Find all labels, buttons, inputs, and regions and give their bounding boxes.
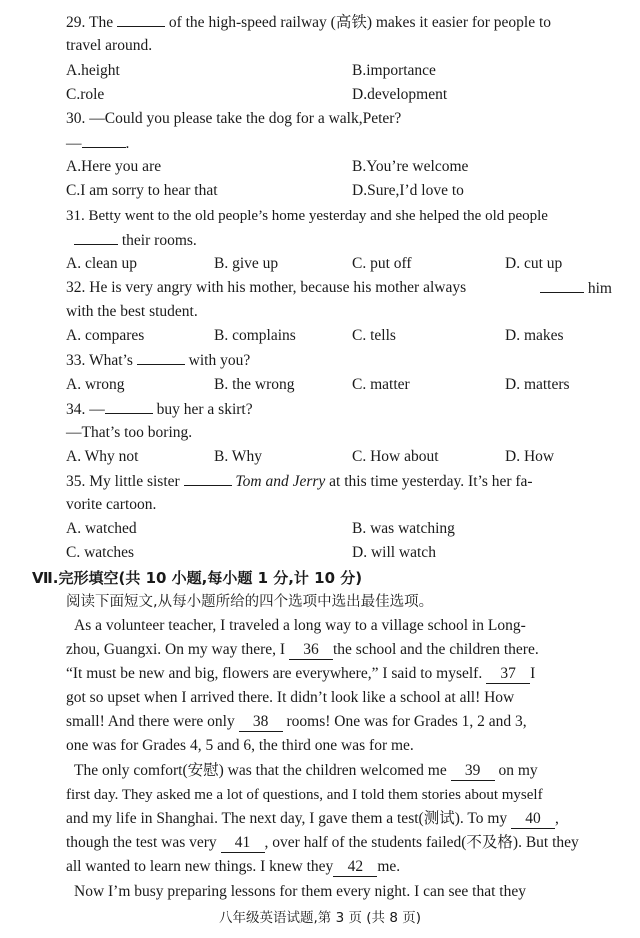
- passage-line: first day. They asked me a lot of questions, and I told them stories about myself: [66, 787, 543, 803]
- section-heading: Ⅶ.完形填空(共 10 小题,每小题 1 分,计 10 分): [32, 569, 363, 587]
- question-stem: buy her a skirt?: [156, 401, 253, 418]
- option-a: A. Why not: [66, 448, 139, 465]
- passage-paragraph-2: [0, 759, 640, 783]
- cloze-blank-41: 41: [221, 834, 265, 853]
- option-c: C.role: [66, 86, 105, 103]
- option-d: D.Sure,I’d love to: [352, 182, 464, 199]
- passage-line: ,: [555, 810, 559, 827]
- option-d: D. How: [505, 448, 555, 465]
- option-d: D. cut up: [505, 255, 563, 272]
- cloze-blank-36: 36: [289, 641, 333, 660]
- question-35: [0, 469, 640, 493]
- passage-line: and my life in Shanghai. The next day, I gave them a test(测试). To my: [66, 810, 508, 827]
- passage-line: small! And there were only: [66, 713, 235, 730]
- question-number: 35.: [66, 473, 86, 490]
- answer-blank: [137, 348, 185, 365]
- question-stem: —: [66, 135, 82, 152]
- option-a: A. wrong: [66, 376, 125, 393]
- question-stem: him: [587, 280, 612, 297]
- passage-line: one was for Grades 4, 5 and 6, the third one was for me.: [66, 737, 414, 754]
- option-c: C. tells: [352, 327, 396, 344]
- cloze-blank-40: 40: [511, 810, 555, 829]
- passage-line: I: [530, 665, 536, 682]
- question-stem: of the high-speed railway (高铁) makes it easier for people to: [168, 14, 552, 31]
- page-footer: 八年级英语试题,第 3 页 (共 8 页): [219, 910, 421, 926]
- option-d: D. will watch: [352, 544, 436, 561]
- option-a: A.height: [66, 62, 120, 79]
- question-stem: —That’s too boring.: [66, 424, 193, 441]
- question-stem: What’s: [88, 352, 133, 369]
- option-a: A. compares: [66, 327, 145, 344]
- answer-blank: [82, 131, 126, 148]
- question-number: 33.: [66, 352, 86, 369]
- option-c: C. put off: [352, 255, 412, 272]
- option-c: C.I am sorry to hear that: [66, 182, 218, 199]
- question-stem: —: [89, 401, 105, 418]
- passage-line: the school and the children there.: [332, 641, 539, 658]
- cartoon-title: Tom and Jerry: [235, 473, 326, 490]
- passage-line: zhou, Guangxi. On my way there, I: [66, 641, 286, 658]
- option-b: B.You’re welcome: [352, 158, 469, 175]
- option-a: A. clean up: [66, 255, 138, 272]
- cloze-blank-42: 42: [333, 858, 377, 877]
- passage-line: me.: [377, 858, 401, 875]
- passage-line: on my: [498, 762, 538, 779]
- answer-blank: [184, 469, 232, 486]
- answer-blank: [74, 228, 118, 245]
- option-c: C. watches: [66, 544, 135, 561]
- option-a: A.Here you are: [66, 158, 162, 175]
- answer-blank: [117, 10, 165, 27]
- option-b: B. complains: [214, 327, 296, 344]
- option-d: D.development: [352, 86, 448, 103]
- question-32: [0, 276, 640, 300]
- passage-paragraph-1: [0, 614, 640, 638]
- question-29: [0, 10, 640, 34]
- cloze-blank-37: 37: [486, 665, 530, 684]
- question-stem: at this time yesterday. It’s her fa-: [329, 473, 533, 490]
- question-stem: The: [88, 14, 114, 31]
- question-number: 34.: [66, 401, 86, 418]
- passage-line: all wanted to learn new things. I knew they: [66, 858, 334, 875]
- passage-line: As a volunteer teacher, I traveled a long way to a village school in Long-: [74, 617, 526, 634]
- passage-line: “It must be new and big, flowers are everywhere,” I said to myself.: [66, 665, 483, 682]
- question-stem: Betty went to the old people’s home yesterday and she helped the old people: [88, 208, 548, 224]
- question-31: [0, 204, 640, 228]
- passage-line: The only comfort(安慰) was that the children welcomed me: [74, 762, 447, 779]
- answer-blank: [540, 276, 584, 293]
- passage-line: Now I’m busy preparing lessons for them every night. I can see that they: [74, 883, 526, 900]
- question-number: 30.: [66, 110, 86, 127]
- question-number: 32.: [66, 279, 86, 296]
- passage-line: got so upset when I arrived there. It didn’t look like a school at all! How: [66, 689, 515, 706]
- option-b: B.importance: [352, 62, 436, 79]
- question-stem: their rooms.: [121, 232, 197, 249]
- cloze-blank-38: 38: [239, 713, 283, 732]
- question-stem: —Could you please take the dog for a walk,Peter?: [89, 110, 402, 127]
- option-d: D. makes: [505, 327, 564, 344]
- cloze-blank-39: 39: [451, 762, 495, 781]
- option-c: C. How about: [352, 448, 439, 465]
- question-stem: travel around.: [66, 37, 153, 54]
- question-stem: My little sister: [89, 473, 180, 490]
- section-instruction: 阅读下面短文,从每小题所给的四个选项中选出最佳选项。: [66, 594, 434, 610]
- question-stem: with the best student.: [66, 303, 198, 320]
- option-c: C. matter: [352, 376, 410, 393]
- passage-line: rooms! One was for Grades 1, 2 and 3,: [286, 713, 527, 730]
- question-34: [0, 397, 640, 421]
- option-d: D. matters: [505, 376, 570, 393]
- question-number: 31.: [66, 208, 85, 224]
- passage-paragraph-3: [0, 880, 640, 904]
- passage-line: , over half of the students failed(不及格). But they: [264, 834, 579, 851]
- option-b: B. the wrong: [214, 376, 295, 393]
- question-stem: He is very angry with his mother, because his mother always: [89, 279, 467, 296]
- question-number: 29.: [66, 14, 86, 31]
- answer-blank: [105, 397, 153, 414]
- question-33: [0, 348, 640, 372]
- question-30: [0, 107, 640, 131]
- question-stem: with you?: [188, 352, 251, 369]
- option-b: B. was watching: [352, 520, 455, 537]
- option-b: B. Why: [214, 448, 262, 465]
- option-a: A. watched: [66, 520, 137, 537]
- exam-page: 29. The of the high-speed railway (高铁) makes it easier for people to travel around. A.height B.importance C.role D.development 30. —Could you please take the dog for a walk,Peter? — . A.Here you are B.You’re welcome C.I am sorry to hear that D.Sure,I’d love to 31. Betty went to the old people’s home yesterday and she helped the old people their rooms. A. clean up B. give up C. put off D. cut up 32. He is very angry with his mother, because his mother always him with the best student. A. compares B. complains C. tells D. makes 33. What’s with you? A. wrong B. the wrong C. matter D. matters 34. — buy her a skirt? —That’s too boring. A. Why not B. Why C. How about D. How 35. My little sister Tom and Jerry at this time yesterday. It’s her fa- vorite cartoon. A. watched B. was watching C. watches D. will watch Ⅶ.完形填空(共 10 小题,每小题 1 分,计 10 分) 阅读下面短文,从每小题所给的四个选项中选出最佳选项。 As a volunteer teacher, I traveled a long way to a village school in Long- zhou, Guangxi. On my way there, I 36 the school and the children there. “It must be new and big, flowers are everywhere,” I said to myself. 37 I got so upset when I arrived there. It didn’t look like a school at all! How small! And there were only 38 rooms! One was for Grades 1, 2 and 3, one was for Grades 4, 5 and 6, the third one was for me. The only comfort(安慰) was that the children welcomed me 39 on my first day. They asked me a lot of questions, and I told them stories about myself and my life in Shanghai. The next day, I gave them a test(测试). To my 40 , though the test was very 41 , over half of the students failed(不及格). But they all wanted to learn new things. I knew they 42 me. Now I’m busy preparing lessons for them every night. I can see that they 八年级英语试题,第 3 页 (共 8 页): [0, 0, 640, 938]
- passage-line: though the test was very: [66, 834, 217, 851]
- question-stem: vorite cartoon.: [66, 496, 157, 513]
- option-b: B. give up: [214, 255, 279, 272]
